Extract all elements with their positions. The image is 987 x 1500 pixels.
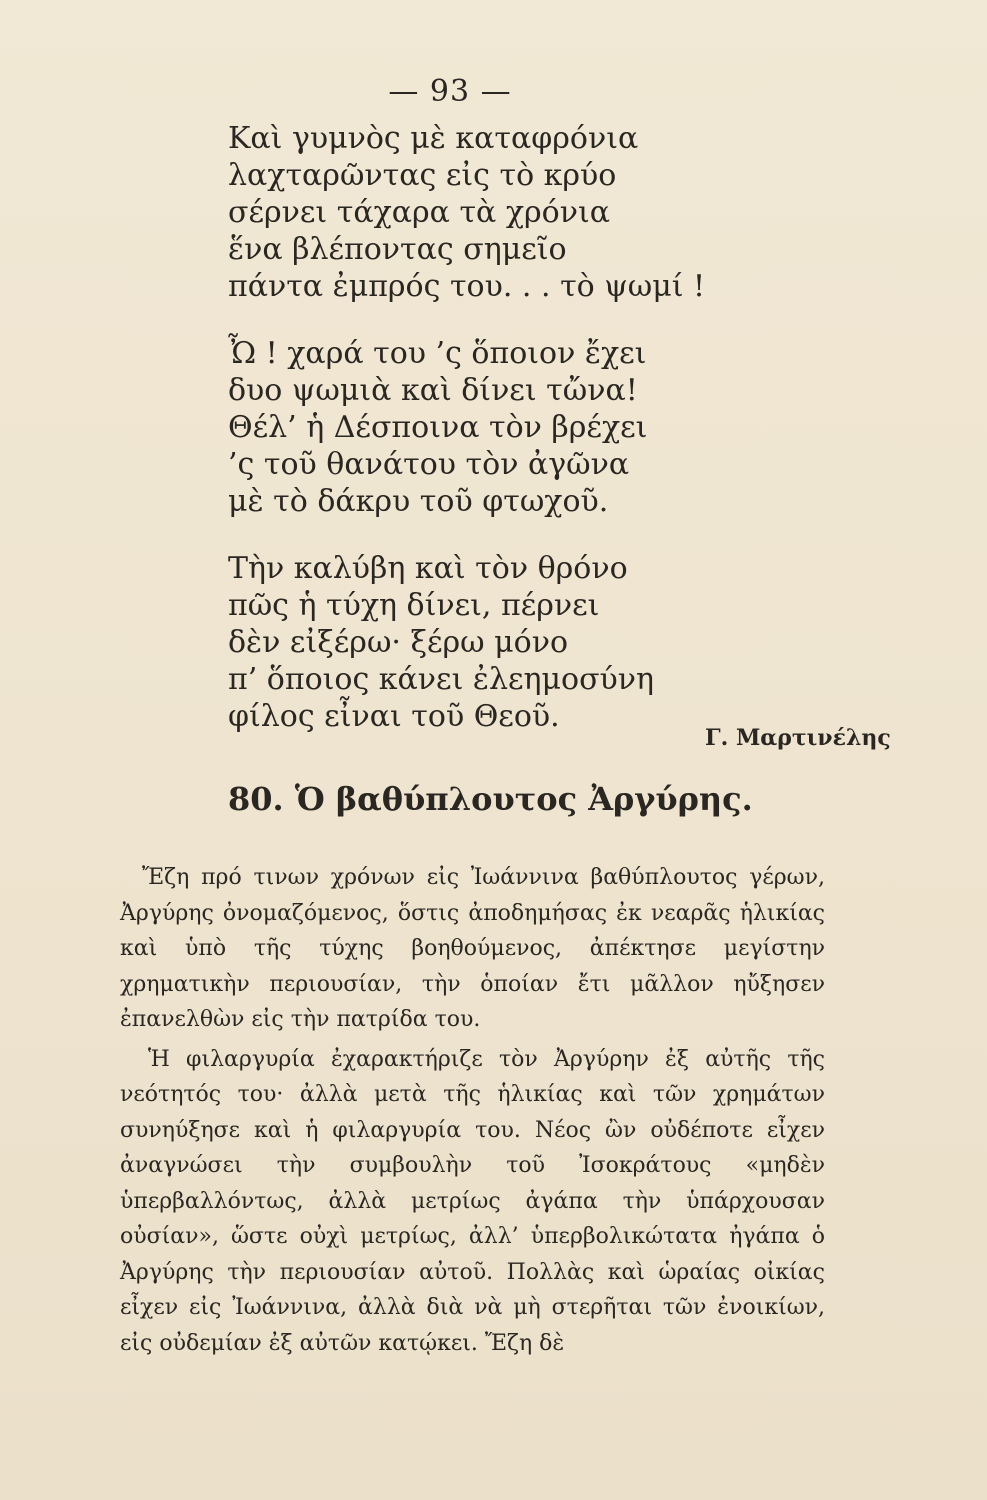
poem-stanza [228,335,788,520]
poem-line: σέρνει τάχαρα τὰ χρόνια [228,195,610,230]
poem-line: Τὴν καλύβη καὶ τὸν θρόνο [228,551,628,586]
poem [228,120,788,765]
poem-author: Γ. Μαρτινέλης [705,725,891,751]
poem-line: ἕνα βλέποντας σημεῖο [228,232,567,267]
poem-line: λαχταρῶντας εἰς τὸ κρύο [228,158,617,193]
poem-line: π’ ὅποιος κάνει ἐλεημοσύνη [228,662,654,697]
section-title: 80. Ὁ βαθύπλουτος Ἀργύρης. [228,780,753,818]
poem-line: Ὦ ! χαρά του ’ς ὅποιον ἔχει [228,336,647,371]
poem-line: πάντα ἐμπρός του. . . τὸ ψωμί ! [228,269,706,304]
poem-line: μὲ τὸ δάκρυ τοῦ φτωχοῦ. [228,484,609,519]
poem-line: δυο ψωμιὰ καὶ δίνει τὤνα! [228,373,638,408]
poem-line: φίλος εἶναι τοῦ Θεοῦ. [228,699,560,734]
story-body [120,860,825,1361]
story-paragraph: Ἡ φιλαργυρία ἐχαρακτήριζε τὸν Ἀργύρην ἐξ αὐτῆς τῆς νεότητός του· ἀλλὰ μετὰ τῆς ἡλικίας καὶ τῶν χρημάτων συνηύξησε καὶ ἡ φιλαργυρία του. Νέος ὢν οὐδέποτε εἶχεν ἀναγνώσει τὴν συμβουλὴν τοῦ Ἰσοκράτους «μηδὲν ὑπερβαλλόντως, ἀλλὰ μετρίως ἀγάπα τὴν ὑπάρχουσαν οὐσίαν», ὥστε οὐχὶ μετρίως, ἀλλ’ ὑπερβολικώτατα ἠγάπα ὁ Ἀργύρης τὴν περιουσίαν αὐτοῦ. Πολλὰς καὶ ὡραίας οἰκίας εἶχεν εἰς Ἰωάννινα, ἀλλὰ διὰ νὰ μὴ στερῆται τῶν ἐνοικίων, εἰς οὐδεμίαν ἐξ αὐτῶν κατῴκει. Ἔζη δὲ [120,1046,825,1356]
story-paragraph: Ἔζη πρό τινων χρόνων εἰς Ἰωάννινα βαθύπλουτος γέρων, Ἀργύρης ὀνομαζόμενος, ὅστις ἀποδημήσας ἐκ νεαρᾶς ἡλικίας καὶ ὑπὸ τῆς τύχης βοηθούμενος, ἀπέκτησε μεγίστην χρηματικὴν περιουσίαν, τὴν ὁποίαν ἔτι μᾶλλον ηὔξησεν ἐπανελθὼν εἰς τὴν πατρίδα του. [120,865,825,1032]
poem-line: πῶς ἡ τύχη δίνει, πέρνει [228,588,600,623]
poem-line: Θέλ’ ἡ Δέσποινα τὸν βρέχει [228,410,648,445]
poem-stanza [228,550,788,735]
poem-line: δὲν εἰξέρω· ξέρω μόνο [228,625,569,660]
poem-line: Καὶ γυμνὸς μὲ καταφρόνια [228,121,639,156]
poem-line: ’ς τοῦ θανάτου τὸν ἀγῶνα [228,447,630,482]
poem-stanza [228,120,788,305]
page-number: — 93 — [388,74,512,109]
